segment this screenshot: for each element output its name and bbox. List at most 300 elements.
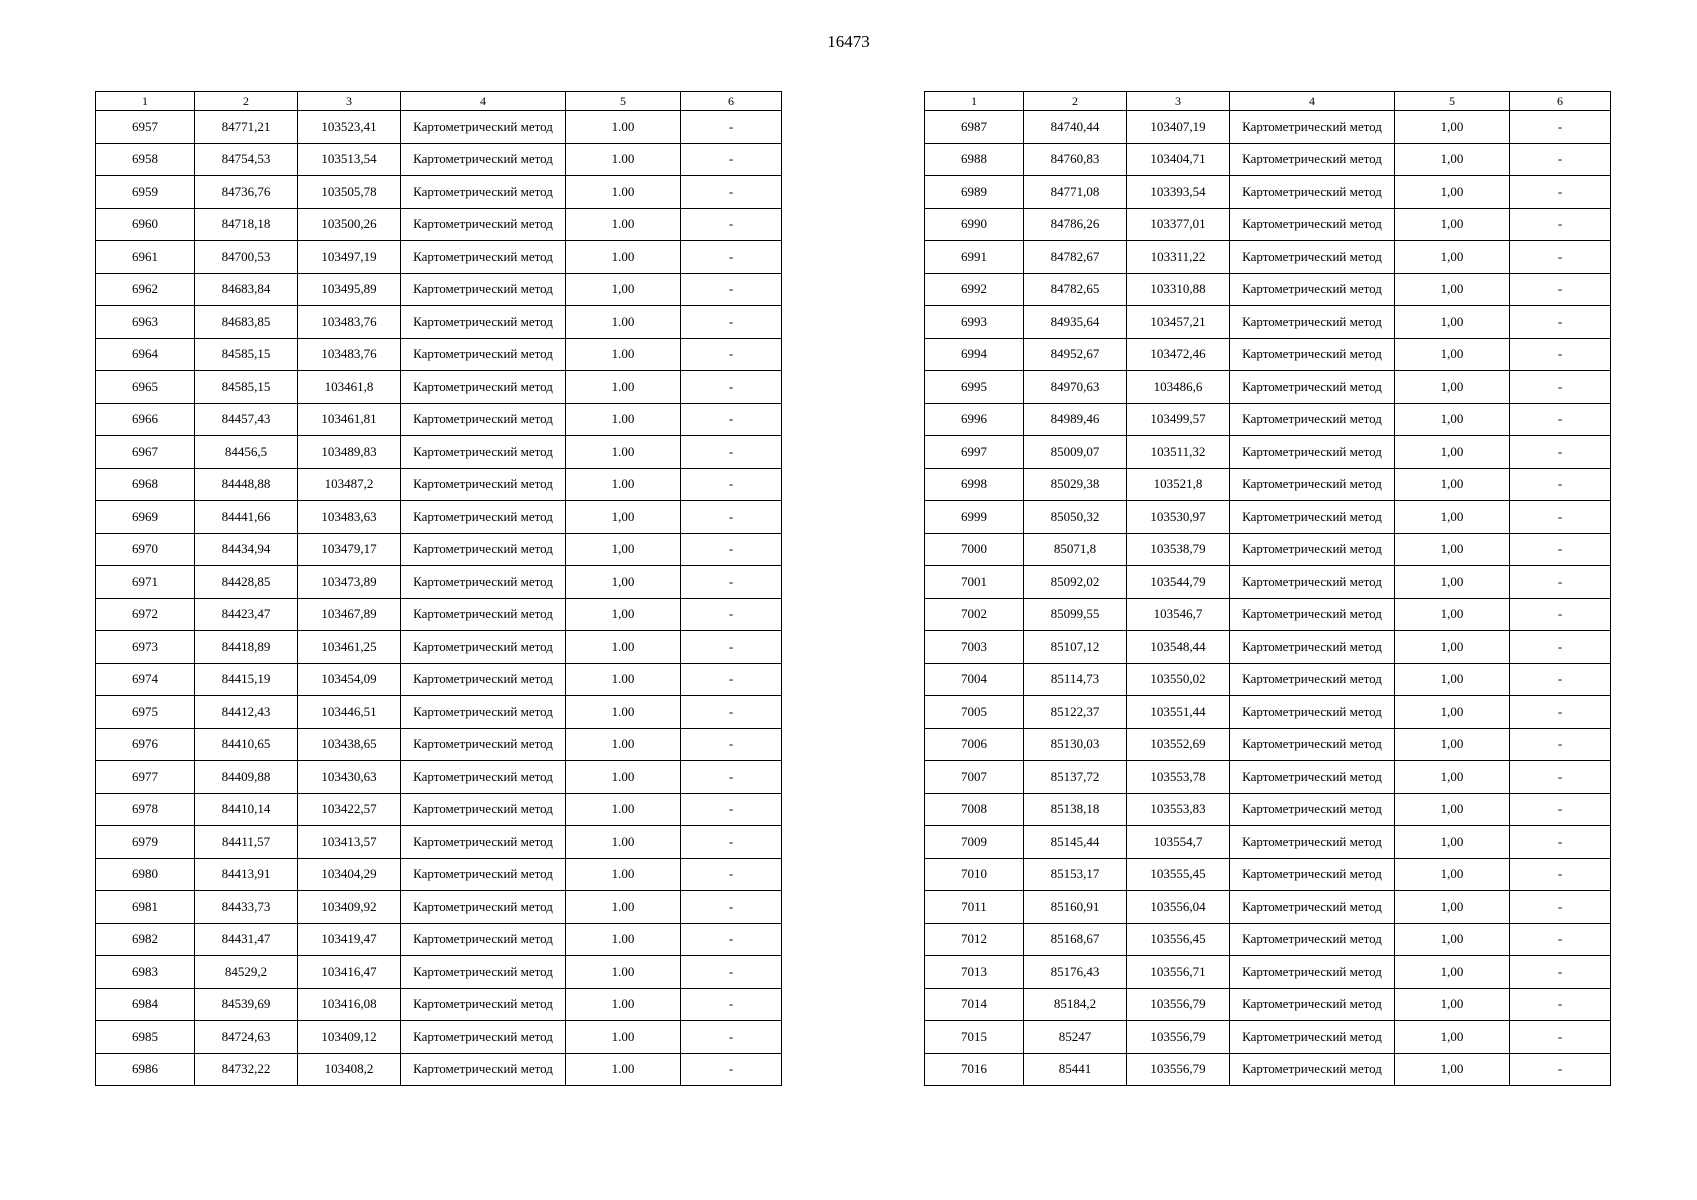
point-number-cell: 7016 xyxy=(925,1053,1024,1086)
accuracy-cell: 1,00 xyxy=(1395,566,1510,599)
table-row xyxy=(96,208,782,241)
method-cell: Картометрический метод xyxy=(401,241,566,274)
note-cell: - xyxy=(681,273,782,306)
table-row xyxy=(96,891,782,924)
point-number-cell: 7002 xyxy=(925,598,1024,631)
note-cell: - xyxy=(1510,176,1611,209)
x-coordinate-cell: 85029,38 xyxy=(1024,468,1127,501)
accuracy-cell: 1.00 xyxy=(566,306,681,339)
point-number-cell: 6991 xyxy=(925,241,1024,274)
point-number-cell: 6990 xyxy=(925,208,1024,241)
method-cell: Картометрический метод xyxy=(401,501,566,534)
method-cell: Картометрический метод xyxy=(401,338,566,371)
point-number-cell: 6972 xyxy=(96,598,195,631)
point-number-cell: 7001 xyxy=(925,566,1024,599)
note-cell: - xyxy=(681,111,782,144)
y-coordinate-cell: 103461,81 xyxy=(298,403,401,436)
note-cell: - xyxy=(681,1021,782,1054)
method-cell: Картометрический метод xyxy=(1230,761,1395,794)
point-number-cell: 6975 xyxy=(96,696,195,729)
y-coordinate-cell: 103544,79 xyxy=(1127,566,1230,599)
point-number-cell: 6993 xyxy=(925,306,1024,339)
header-row xyxy=(96,92,782,111)
method-cell: Картометрический метод xyxy=(401,761,566,794)
y-coordinate-cell: 103556,45 xyxy=(1127,923,1230,956)
accuracy-cell: 1,00 xyxy=(566,598,681,631)
y-coordinate-cell: 103419,47 xyxy=(298,923,401,956)
table-row xyxy=(96,728,782,761)
x-coordinate-cell: 85176,43 xyxy=(1024,956,1127,989)
accuracy-cell: 1,00 xyxy=(1395,1021,1510,1054)
x-coordinate-cell: 84415,19 xyxy=(195,663,298,696)
method-cell: Картометрический метод xyxy=(1230,858,1395,891)
x-coordinate-cell: 84413,91 xyxy=(195,858,298,891)
note-cell: - xyxy=(1510,988,1611,1021)
table-row xyxy=(96,566,782,599)
method-cell: Картометрический метод xyxy=(1230,176,1395,209)
method-cell: Картометрический метод xyxy=(401,208,566,241)
y-coordinate-cell: 103556,79 xyxy=(1127,1021,1230,1054)
x-coordinate-cell: 84989,46 xyxy=(1024,403,1127,436)
note-cell: - xyxy=(681,923,782,956)
x-coordinate-cell: 84410,65 xyxy=(195,728,298,761)
accuracy-cell: 1,00 xyxy=(1395,338,1510,371)
accuracy-cell: 1.00 xyxy=(566,826,681,859)
note-cell: - xyxy=(681,1053,782,1086)
method-cell: Картометрический метод xyxy=(401,793,566,826)
y-coordinate-cell: 103505,78 xyxy=(298,176,401,209)
note-cell: - xyxy=(681,338,782,371)
x-coordinate-cell: 84410,14 xyxy=(195,793,298,826)
table-row xyxy=(96,1053,782,1086)
x-coordinate-cell: 84539,69 xyxy=(195,988,298,1021)
point-number-cell: 6973 xyxy=(96,631,195,664)
method-cell: Картометрический метод xyxy=(401,956,566,989)
point-number-cell: 6981 xyxy=(96,891,195,924)
column-header-4: 4 xyxy=(401,92,566,111)
accuracy-cell: 1,00 xyxy=(1395,728,1510,761)
note-cell: - xyxy=(681,663,782,696)
x-coordinate-cell: 84418,89 xyxy=(195,631,298,664)
point-number-cell: 6988 xyxy=(925,143,1024,176)
coordinates-table-left xyxy=(95,91,782,1086)
point-number-cell: 6994 xyxy=(925,338,1024,371)
column-header-4: 4 xyxy=(1230,92,1395,111)
method-cell: Картометрический метод xyxy=(401,696,566,729)
method-cell: Картометрический метод xyxy=(401,923,566,956)
point-number-cell: 6997 xyxy=(925,436,1024,469)
note-cell: - xyxy=(1510,728,1611,761)
method-cell: Картометрический метод xyxy=(1230,793,1395,826)
y-coordinate-cell: 103430,63 xyxy=(298,761,401,794)
accuracy-cell: 1,00 xyxy=(1395,501,1510,534)
coordinates-table-right xyxy=(924,91,1611,1086)
note-cell: - xyxy=(681,403,782,436)
point-number-cell: 7010 xyxy=(925,858,1024,891)
accuracy-cell: 1.00 xyxy=(566,111,681,144)
point-number-cell: 6980 xyxy=(96,858,195,891)
table-row xyxy=(96,403,782,436)
y-coordinate-cell: 103408,2 xyxy=(298,1053,401,1086)
table-row xyxy=(96,143,782,176)
point-number-cell: 7007 xyxy=(925,761,1024,794)
method-cell: Картометрический метод xyxy=(1230,566,1395,599)
note-cell: - xyxy=(1510,631,1611,664)
point-number-cell: 6970 xyxy=(96,533,195,566)
y-coordinate-cell: 103486,6 xyxy=(1127,371,1230,404)
accuracy-cell: 1.00 xyxy=(566,436,681,469)
x-coordinate-cell: 84585,15 xyxy=(195,371,298,404)
accuracy-cell: 1.00 xyxy=(566,663,681,696)
column-header-6: 6 xyxy=(1510,92,1611,111)
note-cell: - xyxy=(1510,566,1611,599)
accuracy-cell: 1.00 xyxy=(566,1053,681,1086)
table-row xyxy=(96,338,782,371)
note-cell: - xyxy=(681,566,782,599)
table-row xyxy=(925,631,1611,664)
method-cell: Картометрический метод xyxy=(401,371,566,404)
accuracy-cell: 1,00 xyxy=(566,501,681,534)
table-header xyxy=(925,92,1611,111)
accuracy-cell: 1,00 xyxy=(566,273,681,306)
y-coordinate-cell: 103438,65 xyxy=(298,728,401,761)
table-row xyxy=(925,663,1611,696)
table-row xyxy=(925,988,1611,1021)
y-coordinate-cell: 103511,32 xyxy=(1127,436,1230,469)
x-coordinate-cell: 84736,76 xyxy=(195,176,298,209)
table-row xyxy=(925,1053,1611,1086)
y-coordinate-cell: 103404,71 xyxy=(1127,143,1230,176)
x-coordinate-cell: 84456,5 xyxy=(195,436,298,469)
y-coordinate-cell: 103521,8 xyxy=(1127,468,1230,501)
x-coordinate-cell: 84412,43 xyxy=(195,696,298,729)
accuracy-cell: 1.00 xyxy=(566,403,681,436)
y-coordinate-cell: 103461,25 xyxy=(298,631,401,664)
x-coordinate-cell: 84771,21 xyxy=(195,111,298,144)
method-cell: Картометрический метод xyxy=(401,728,566,761)
table-row xyxy=(925,891,1611,924)
y-coordinate-cell: 103310,88 xyxy=(1127,273,1230,306)
x-coordinate-cell: 84786,26 xyxy=(1024,208,1127,241)
method-cell: Картометрический метод xyxy=(1230,111,1395,144)
table-row xyxy=(925,143,1611,176)
table-row xyxy=(96,241,782,274)
y-coordinate-cell: 103479,17 xyxy=(298,533,401,566)
x-coordinate-cell: 84441,66 xyxy=(195,501,298,534)
column-header-1: 1 xyxy=(96,92,195,111)
point-number-cell: 6967 xyxy=(96,436,195,469)
x-coordinate-cell: 85071,8 xyxy=(1024,533,1127,566)
accuracy-cell: 1,00 xyxy=(1395,598,1510,631)
accuracy-cell: 1.00 xyxy=(566,468,681,501)
x-coordinate-cell: 84683,85 xyxy=(195,306,298,339)
note-cell: - xyxy=(681,371,782,404)
x-coordinate-cell: 85009,07 xyxy=(1024,436,1127,469)
table-row xyxy=(925,728,1611,761)
table-row xyxy=(96,468,782,501)
x-coordinate-cell: 84970,63 xyxy=(1024,371,1127,404)
x-coordinate-cell: 84411,57 xyxy=(195,826,298,859)
accuracy-cell: 1.00 xyxy=(566,241,681,274)
point-number-cell: 7006 xyxy=(925,728,1024,761)
y-coordinate-cell: 103499,57 xyxy=(1127,403,1230,436)
method-cell: Картометрический метод xyxy=(1230,143,1395,176)
y-coordinate-cell: 103416,08 xyxy=(298,988,401,1021)
table-row xyxy=(925,533,1611,566)
table-row xyxy=(96,273,782,306)
method-cell: Картометрический метод xyxy=(401,403,566,436)
point-number-cell: 6999 xyxy=(925,501,1024,534)
note-cell: - xyxy=(1510,306,1611,339)
column-header-3: 3 xyxy=(1127,92,1230,111)
y-coordinate-cell: 103457,21 xyxy=(1127,306,1230,339)
y-coordinate-cell: 103556,71 xyxy=(1127,956,1230,989)
method-cell: Картометрический метод xyxy=(1230,923,1395,956)
x-coordinate-cell: 85137,72 xyxy=(1024,761,1127,794)
point-number-cell: 6982 xyxy=(96,923,195,956)
y-coordinate-cell: 103548,44 xyxy=(1127,631,1230,664)
table-row xyxy=(96,858,782,891)
y-coordinate-cell: 103409,92 xyxy=(298,891,401,924)
y-coordinate-cell: 103393,54 xyxy=(1127,176,1230,209)
method-cell: Картометрический метод xyxy=(1230,371,1395,404)
table-body xyxy=(96,111,782,1086)
table-row xyxy=(96,761,782,794)
note-cell: - xyxy=(681,826,782,859)
column-header-5: 5 xyxy=(1395,92,1510,111)
point-number-cell: 6965 xyxy=(96,371,195,404)
point-number-cell: 6959 xyxy=(96,176,195,209)
point-number-cell: 6957 xyxy=(96,111,195,144)
table-row xyxy=(925,793,1611,826)
point-number-cell: 6992 xyxy=(925,273,1024,306)
accuracy-cell: 1,00 xyxy=(1395,403,1510,436)
table-row xyxy=(925,761,1611,794)
method-cell: Картометрический метод xyxy=(1230,1053,1395,1086)
table-row xyxy=(96,533,782,566)
column-header-6: 6 xyxy=(681,92,782,111)
accuracy-cell: 1,00 xyxy=(566,533,681,566)
point-number-cell: 6974 xyxy=(96,663,195,696)
table-row xyxy=(925,501,1611,534)
point-number-cell: 6985 xyxy=(96,1021,195,1054)
method-cell: Картометрический метод xyxy=(401,988,566,1021)
accuracy-cell: 1,00 xyxy=(1395,436,1510,469)
table-row xyxy=(925,468,1611,501)
x-coordinate-cell: 85138,18 xyxy=(1024,793,1127,826)
point-number-cell: 6977 xyxy=(96,761,195,794)
method-cell: Картометрический метод xyxy=(401,858,566,891)
accuracy-cell: 1.00 xyxy=(566,956,681,989)
point-number-cell: 6984 xyxy=(96,988,195,1021)
note-cell: - xyxy=(1510,403,1611,436)
accuracy-cell: 1,00 xyxy=(1395,468,1510,501)
note-cell: - xyxy=(681,988,782,1021)
point-number-cell: 6983 xyxy=(96,956,195,989)
method-cell: Картометрический метод xyxy=(401,111,566,144)
note-cell: - xyxy=(681,208,782,241)
accuracy-cell: 1.00 xyxy=(566,988,681,1021)
point-number-cell: 6960 xyxy=(96,208,195,241)
note-cell: - xyxy=(681,761,782,794)
note-cell: - xyxy=(681,598,782,631)
accuracy-cell: 1,00 xyxy=(1395,793,1510,826)
accuracy-cell: 1.00 xyxy=(566,793,681,826)
note-cell: - xyxy=(1510,143,1611,176)
point-number-cell: 6968 xyxy=(96,468,195,501)
point-number-cell: 6986 xyxy=(96,1053,195,1086)
y-coordinate-cell: 103554,7 xyxy=(1127,826,1230,859)
x-coordinate-cell: 84935,64 xyxy=(1024,306,1127,339)
x-coordinate-cell: 84529,2 xyxy=(195,956,298,989)
y-coordinate-cell: 103409,12 xyxy=(298,1021,401,1054)
method-cell: Картометрический метод xyxy=(1230,663,1395,696)
accuracy-cell: 1.00 xyxy=(566,208,681,241)
table-row xyxy=(925,208,1611,241)
column-header-1: 1 xyxy=(925,92,1024,111)
x-coordinate-cell: 84423,47 xyxy=(195,598,298,631)
y-coordinate-cell: 103454,09 xyxy=(298,663,401,696)
y-coordinate-cell: 103550,02 xyxy=(1127,663,1230,696)
accuracy-cell: 1,00 xyxy=(1395,858,1510,891)
table-row xyxy=(96,631,782,664)
x-coordinate-cell: 84754,53 xyxy=(195,143,298,176)
table-row xyxy=(925,436,1611,469)
table-header xyxy=(96,92,782,111)
x-coordinate-cell: 84771,08 xyxy=(1024,176,1127,209)
point-number-cell: 6969 xyxy=(96,501,195,534)
point-number-cell: 7012 xyxy=(925,923,1024,956)
point-number-cell: 6971 xyxy=(96,566,195,599)
y-coordinate-cell: 103473,89 xyxy=(298,566,401,599)
point-number-cell: 6979 xyxy=(96,826,195,859)
table-row xyxy=(96,923,782,956)
table-row xyxy=(925,371,1611,404)
note-cell: - xyxy=(1510,533,1611,566)
method-cell: Картометрический метод xyxy=(401,826,566,859)
table-row xyxy=(96,501,782,534)
y-coordinate-cell: 103377,01 xyxy=(1127,208,1230,241)
point-number-cell: 7004 xyxy=(925,663,1024,696)
note-cell: - xyxy=(681,533,782,566)
method-cell: Картометрический метод xyxy=(401,1021,566,1054)
point-number-cell: 7013 xyxy=(925,956,1024,989)
accuracy-cell: 1,00 xyxy=(1395,533,1510,566)
y-coordinate-cell: 103556,79 xyxy=(1127,988,1230,1021)
y-coordinate-cell: 103472,46 xyxy=(1127,338,1230,371)
accuracy-cell: 1,00 xyxy=(1395,306,1510,339)
y-coordinate-cell: 103556,79 xyxy=(1127,1053,1230,1086)
method-cell: Картометрический метод xyxy=(1230,403,1395,436)
x-coordinate-cell: 84431,47 xyxy=(195,923,298,956)
method-cell: Картометрический метод xyxy=(401,436,566,469)
x-coordinate-cell: 84740,44 xyxy=(1024,111,1127,144)
accuracy-cell: 1.00 xyxy=(566,371,681,404)
method-cell: Картометрический метод xyxy=(1230,631,1395,664)
accuracy-cell: 1,00 xyxy=(1395,631,1510,664)
method-cell: Картометрический метод xyxy=(401,306,566,339)
y-coordinate-cell: 103416,47 xyxy=(298,956,401,989)
accuracy-cell: 1.00 xyxy=(566,696,681,729)
note-cell: - xyxy=(1510,501,1611,534)
x-coordinate-cell: 84782,67 xyxy=(1024,241,1127,274)
x-coordinate-cell: 85122,37 xyxy=(1024,696,1127,729)
column-header-2: 2 xyxy=(195,92,298,111)
note-cell: - xyxy=(1510,923,1611,956)
note-cell: - xyxy=(1510,241,1611,274)
column-header-2: 2 xyxy=(1024,92,1127,111)
accuracy-cell: 1,00 xyxy=(1395,663,1510,696)
point-number-cell: 6987 xyxy=(925,111,1024,144)
note-cell: - xyxy=(1510,891,1611,924)
method-cell: Картометрический метод xyxy=(1230,338,1395,371)
note-cell: - xyxy=(1510,1053,1611,1086)
y-coordinate-cell: 103422,57 xyxy=(298,793,401,826)
table-row xyxy=(925,241,1611,274)
point-number-cell: 7014 xyxy=(925,988,1024,1021)
note-cell: - xyxy=(681,793,782,826)
y-coordinate-cell: 103556,04 xyxy=(1127,891,1230,924)
accuracy-cell: 1,00 xyxy=(1395,1053,1510,1086)
method-cell: Картометрический метод xyxy=(1230,956,1395,989)
method-cell: Картометрический метод xyxy=(1230,208,1395,241)
method-cell: Картометрический метод xyxy=(401,566,566,599)
y-coordinate-cell: 103407,19 xyxy=(1127,111,1230,144)
accuracy-cell: 1,00 xyxy=(1395,176,1510,209)
table-row xyxy=(96,988,782,1021)
table-row xyxy=(925,273,1611,306)
note-cell: - xyxy=(1510,858,1611,891)
accuracy-cell: 1.00 xyxy=(566,631,681,664)
point-number-cell: 6961 xyxy=(96,241,195,274)
x-coordinate-cell: 84724,63 xyxy=(195,1021,298,1054)
table-row xyxy=(925,111,1611,144)
x-coordinate-cell: 85099,55 xyxy=(1024,598,1127,631)
method-cell: Картометрический метод xyxy=(401,598,566,631)
method-cell: Картометрический метод xyxy=(1230,501,1395,534)
accuracy-cell: 1,00 xyxy=(1395,371,1510,404)
y-coordinate-cell: 103500,26 xyxy=(298,208,401,241)
header-row xyxy=(925,92,1611,111)
note-cell: - xyxy=(681,241,782,274)
x-coordinate-cell: 84434,94 xyxy=(195,533,298,566)
note-cell: - xyxy=(1510,663,1611,696)
accuracy-cell: 1,00 xyxy=(1395,891,1510,924)
x-coordinate-cell: 85441 xyxy=(1024,1053,1127,1086)
accuracy-cell: 1.00 xyxy=(566,761,681,794)
note-cell: - xyxy=(681,631,782,664)
y-coordinate-cell: 103551,44 xyxy=(1127,696,1230,729)
y-coordinate-cell: 103446,51 xyxy=(298,696,401,729)
method-cell: Картометрический метод xyxy=(401,1053,566,1086)
accuracy-cell: 1,00 xyxy=(1395,826,1510,859)
note-cell: - xyxy=(681,176,782,209)
x-coordinate-cell: 84760,83 xyxy=(1024,143,1127,176)
method-cell: Картометрический метод xyxy=(401,631,566,664)
x-coordinate-cell: 85153,17 xyxy=(1024,858,1127,891)
point-number-cell: 6966 xyxy=(96,403,195,436)
y-coordinate-cell: 103538,79 xyxy=(1127,533,1230,566)
x-coordinate-cell: 84952,67 xyxy=(1024,338,1127,371)
method-cell: Картометрический метод xyxy=(1230,306,1395,339)
point-number-cell: 7009 xyxy=(925,826,1024,859)
table-row xyxy=(96,793,782,826)
table-row xyxy=(96,956,782,989)
column-header-3: 3 xyxy=(298,92,401,111)
table-row xyxy=(925,956,1611,989)
y-coordinate-cell: 103530,97 xyxy=(1127,501,1230,534)
note-cell: - xyxy=(681,728,782,761)
